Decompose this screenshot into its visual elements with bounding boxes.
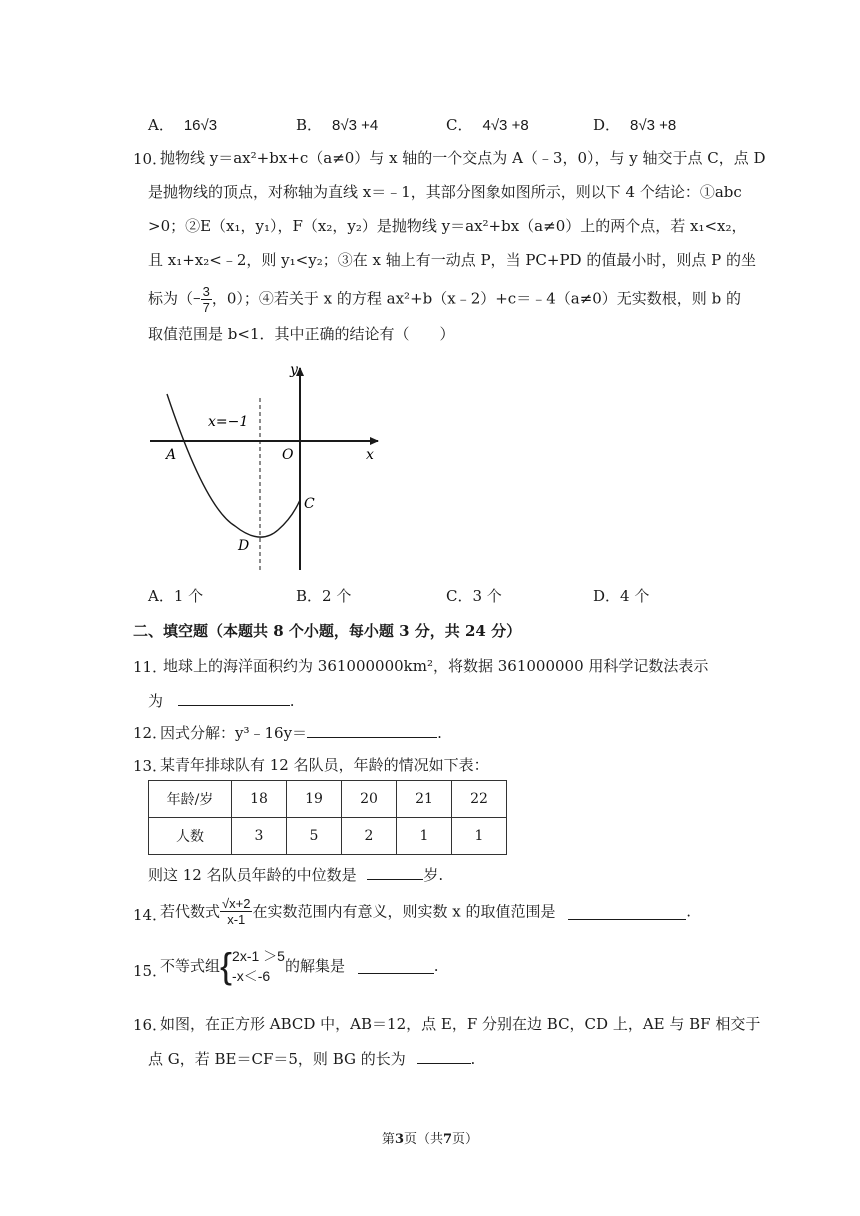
origin-label: O — [282, 447, 294, 463]
table-cell: 5 — [287, 818, 342, 855]
radical-fraction — [220, 896, 252, 927]
footer-mid: 页（共 — [403, 1132, 443, 1147]
table-cell: 2 — [342, 818, 397, 855]
y-axis-label: y — [290, 362, 298, 378]
answer-blank[interactable] — [417, 1048, 471, 1064]
q15-number: 15． — [133, 962, 168, 980]
q10-option-a: A．1 个 — [148, 587, 204, 605]
table-row — [149, 818, 507, 855]
q10-line-4: 且 x₁+x₂<﹣2，则 y₁<y₂；③在 x 轴上有一动点 P，当 PC+PD 的值最小时，则点 P 的坐 — [148, 251, 756, 269]
table-cell: 20 — [342, 781, 397, 818]
fraction-numerator: √x+2 — [222, 896, 251, 911]
q12-end: . — [437, 724, 442, 742]
answer-blank[interactable] — [307, 722, 437, 738]
q15-end: . — [433, 957, 439, 975]
option-label: B． — [296, 116, 323, 134]
q10-line5-post: ，0）；④若关于 x 的方程 ax²+b（x﹣2）+c＝﹣4（a≠0）无实数根，则 b 的 — [211, 289, 741, 308]
q15-post: 的解集是 — [284, 957, 345, 975]
footer-pre: 第 — [381, 1132, 395, 1147]
option-value: 8√3 +8 — [630, 117, 677, 134]
point-d-label: D — [238, 538, 250, 554]
q14-pre: 若代数式 — [160, 902, 221, 921]
answer-blank[interactable] — [367, 864, 423, 880]
q15-pre: 不等式组 — [160, 957, 221, 975]
table-cell: 22 — [452, 781, 507, 818]
table-cell: 18 — [232, 781, 287, 818]
page-number: 3 — [394, 1132, 404, 1147]
option-value: 8√3 +4 — [332, 117, 379, 134]
q10-option-b: B．2 个 — [296, 587, 352, 605]
table-cell: 21 — [397, 781, 452, 818]
footer-post: 页） — [452, 1132, 479, 1147]
q13-after-end: 岁. — [423, 866, 444, 884]
q11-line-1: 地球上的海洋面积约为 361000000km²，将数据 361000000 用科学记数法表示 — [163, 657, 709, 675]
answer-blank[interactable] — [358, 958, 434, 974]
q12-text: 因式分解：y³﹣16y＝ — [160, 724, 308, 742]
q16-line-2 — [148, 1048, 738, 1069]
q10-number: 10． — [133, 150, 168, 168]
q11-number: 11． — [133, 658, 168, 676]
answer-blank[interactable] — [178, 690, 290, 706]
q9-option-b — [296, 114, 378, 135]
q14-post: 在实数范围内有意义，则实数 x 的取值范围是 — [252, 902, 556, 921]
q16-number: 16． — [133, 1016, 168, 1034]
q13-answer-line — [148, 864, 738, 885]
q10-line-2: 是抛物线的顶点，对称轴为直线 x＝﹣1，其部分图象如图所示，则以下 4 个结论：①abc — [148, 183, 742, 201]
inequality-2: -x＜-6 — [232, 968, 271, 984]
q10-line5-pre: 标为（ — [148, 289, 194, 308]
q10-line-3: >0；②E（x₁，y₁），F（x₂，y₂）是抛物线 y＝ax²+bx（a≠0）上的两个点，若 x₁<x₂， — [148, 217, 747, 235]
q14-line — [160, 896, 750, 936]
q10-line-6: 取值范围是 b<1．其中正确的结论有（ ） — [148, 325, 455, 343]
table-cell: 1 — [452, 818, 507, 855]
q12-number: 12． — [133, 724, 168, 742]
page-footer — [0, 1128, 860, 1147]
q13-after-text: 则这 12 名队员年龄的中位数是 — [148, 866, 357, 884]
fraction-numerator: 3 — [202, 284, 210, 299]
q15-line — [160, 946, 750, 992]
age-table — [148, 780, 507, 855]
q9-option-c — [446, 114, 529, 135]
q16-line2-text: 点 G，若 BE＝CF＝5，则 BG 的长为 — [148, 1050, 406, 1068]
table-cell: 19 — [287, 781, 342, 818]
q11-line-2 — [148, 690, 738, 711]
q13-line: 某青年排球队有 12 名队员，年龄的情况如下表： — [160, 756, 489, 774]
q11-line2-end: . — [289, 692, 295, 710]
option-label: C． — [446, 116, 473, 134]
option-label: A． — [148, 116, 174, 134]
option-label: D． — [593, 116, 621, 134]
table-cell: 人数 — [149, 818, 232, 855]
inequality-system — [232, 946, 285, 986]
section-heading: 二、填空题（本题共 8 个小题，每小题 3 分，共 24 分） — [133, 622, 522, 640]
brace-icon: { — [220, 945, 233, 986]
q14-number: 14． — [133, 906, 168, 924]
q10-option-c: C．3 个 — [446, 587, 502, 605]
table-cell: 年龄/岁 — [149, 781, 232, 818]
q9-option-a — [148, 114, 217, 135]
option-value: 4√3 +8 — [482, 117, 529, 134]
q11-line2-text: 为 — [148, 692, 164, 710]
table-cell: 3 — [232, 818, 287, 855]
table-cell: 1 — [397, 818, 452, 855]
symmetry-axis-label: x=−1 — [208, 414, 249, 430]
point-a-label: A — [166, 447, 177, 463]
option-value: 16√3 — [183, 117, 218, 134]
point-c-label: C — [304, 496, 315, 512]
parabola-graph — [140, 358, 390, 573]
q16-line2-end: . — [470, 1050, 476, 1068]
q14-end: . — [686, 902, 692, 921]
table-row — [149, 781, 507, 818]
q13-number: 13． — [133, 757, 168, 775]
x-axis-label: x — [366, 447, 374, 463]
q10-option-d: D．4 个 — [593, 587, 650, 605]
q9-option-d — [593, 114, 676, 135]
answer-blank[interactable] — [568, 904, 686, 920]
fraction-denominator: x-1 — [227, 912, 246, 927]
coordinate-fraction: − $\frac{3}{7}$ — [193, 284, 210, 315]
inequality-1: 2x-1 ＞5 — [232, 948, 285, 964]
page-total: 7 — [443, 1132, 453, 1147]
q10-line-5 — [148, 284, 741, 315]
q12-line — [160, 722, 750, 743]
q16-line-1: 如图，在正方形 ABCD 中，AB＝12，点 E，F 分别在边 BC，CD 上，AE 与 BF 相交于 — [160, 1015, 761, 1033]
fraction-denominator: 7 — [202, 300, 210, 315]
q10-line-1: 抛物线 y＝ax²+bx+c（a≠0）与 x 轴的一个交点为 A（﹣3，0），与 y 轴交于点 C，点 D — [160, 149, 766, 167]
